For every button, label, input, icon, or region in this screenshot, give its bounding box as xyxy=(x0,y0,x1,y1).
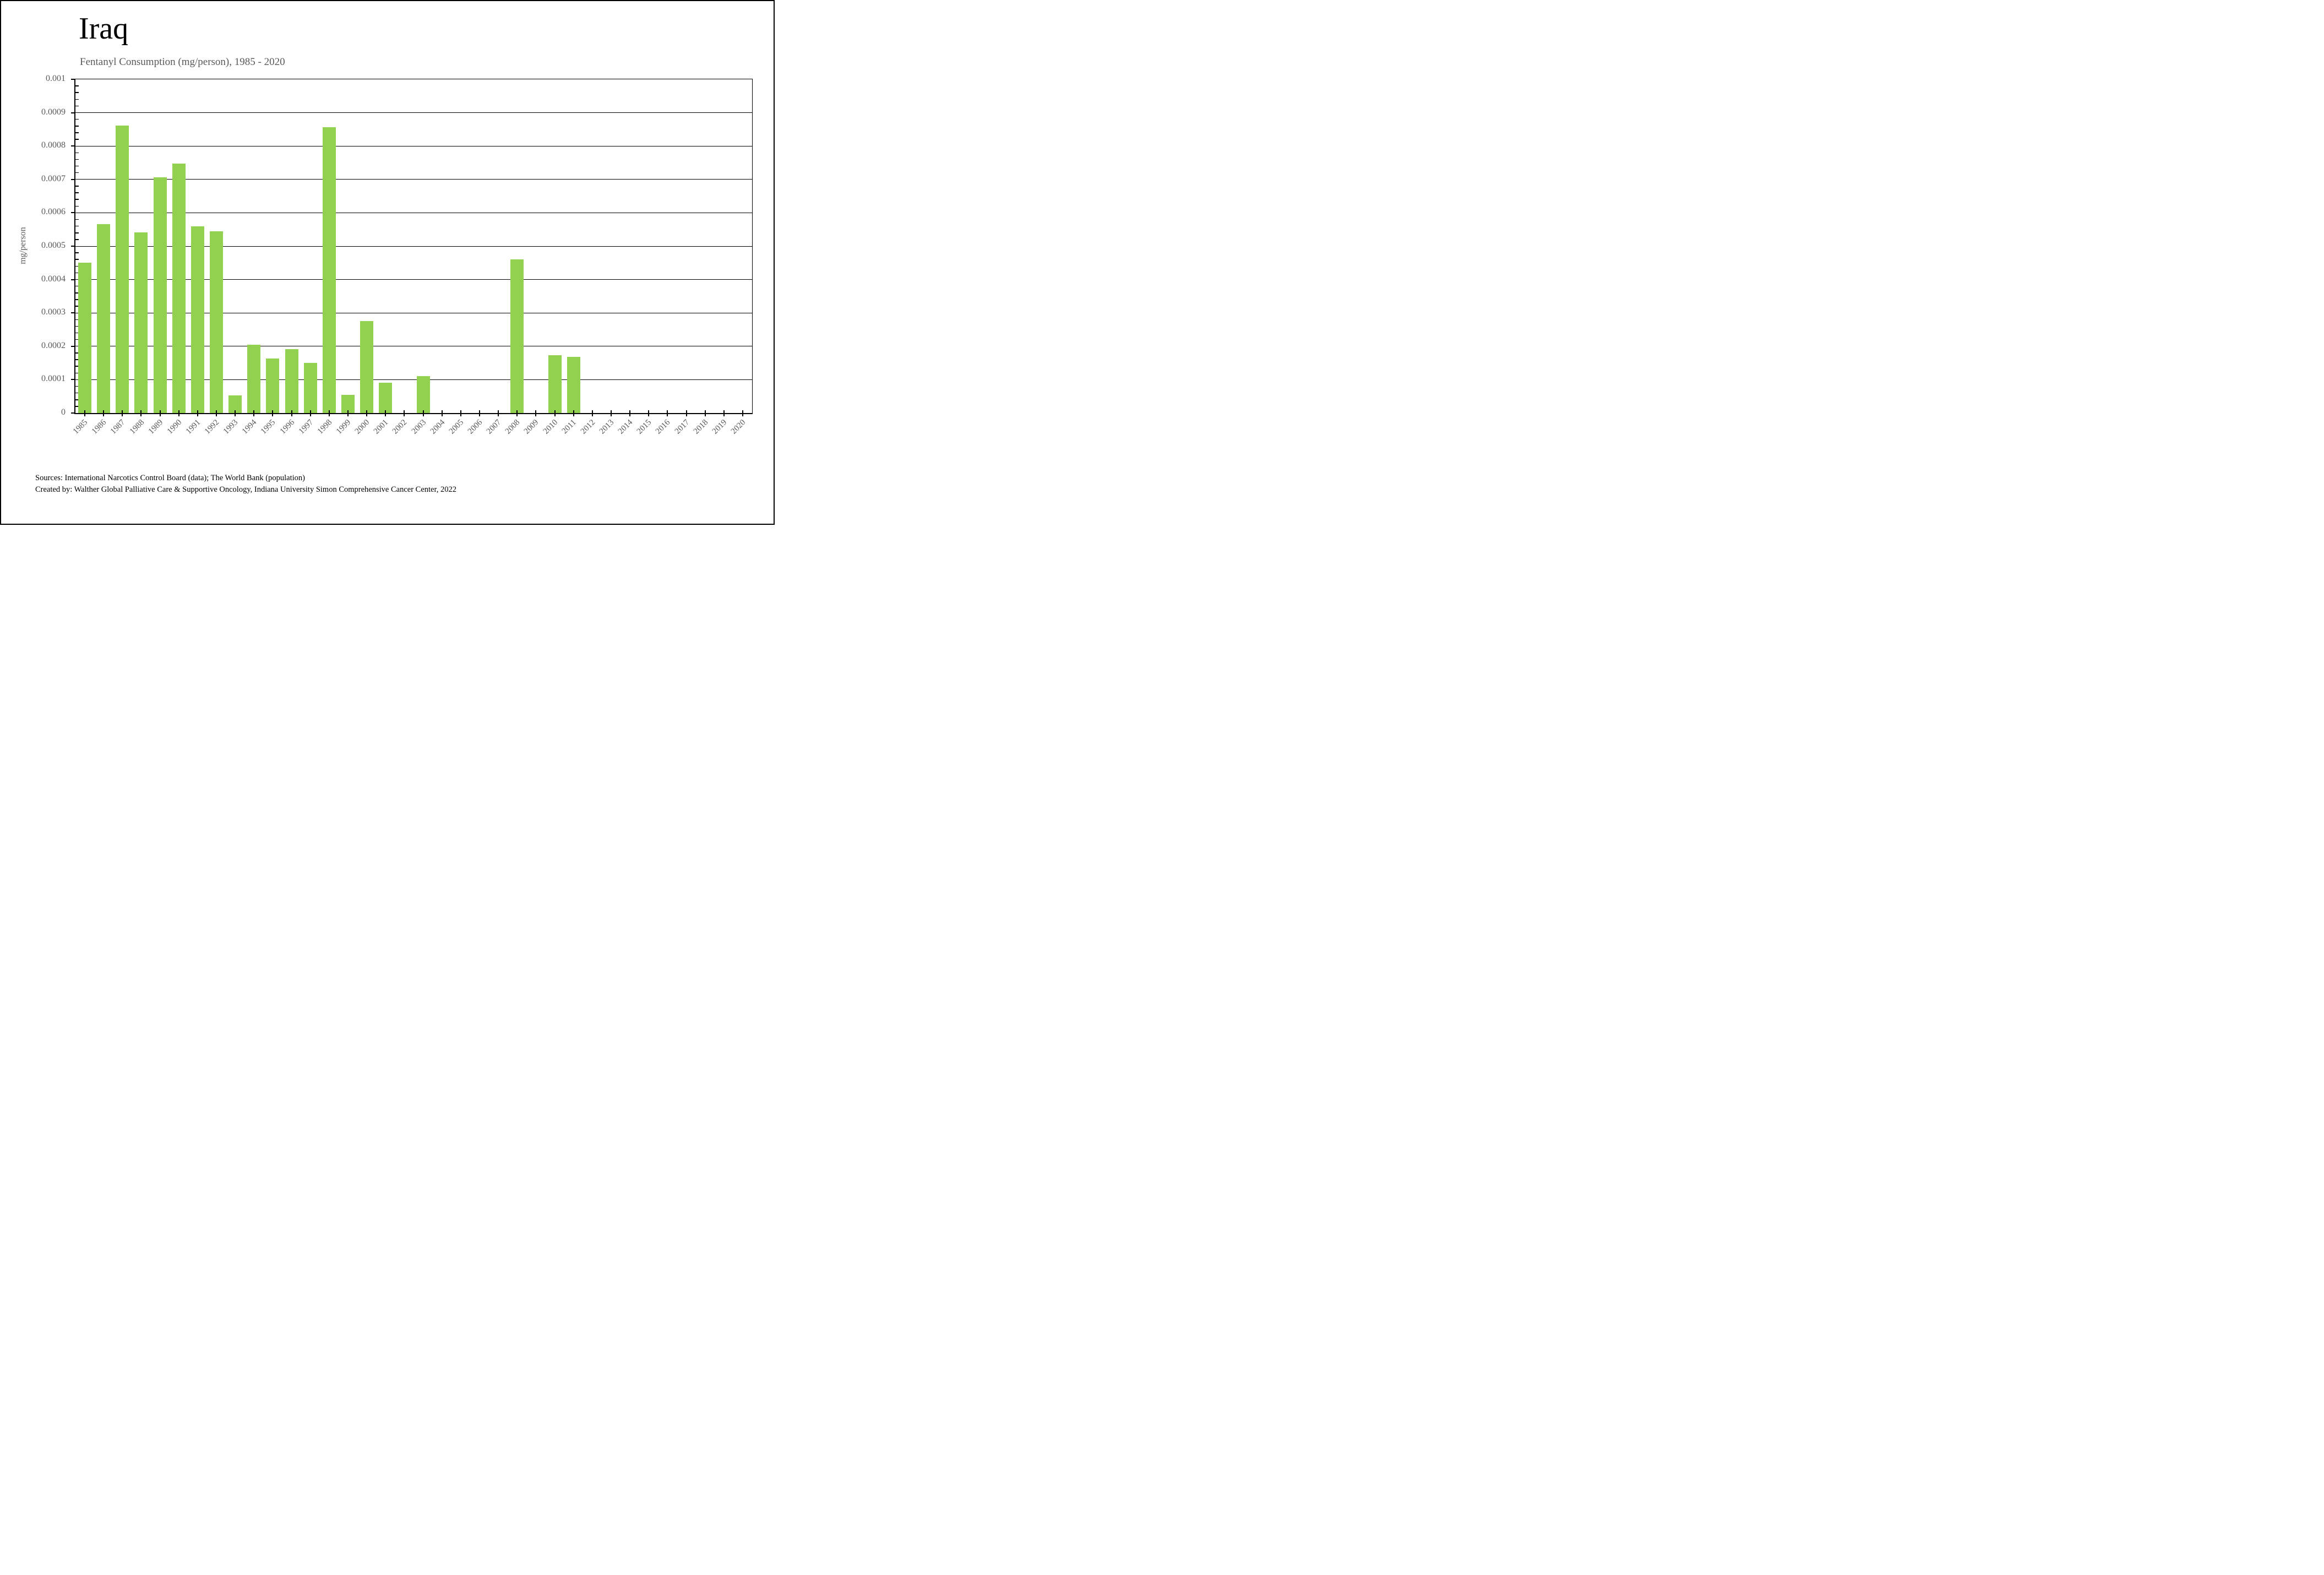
y-axis-title: mg/person xyxy=(18,227,28,264)
y-minor-tick xyxy=(75,166,79,167)
bar-1989 xyxy=(154,177,167,413)
x-tick xyxy=(573,410,574,416)
x-tick xyxy=(516,410,518,416)
bar-1998 xyxy=(323,127,336,413)
y-minor-tick xyxy=(75,139,79,140)
x-tick-label-1986: 1986 xyxy=(90,418,108,436)
bar-1988 xyxy=(134,232,148,413)
y-minor-tick xyxy=(75,232,79,233)
y-major-tick xyxy=(71,279,75,280)
x-tick-label-2010: 2010 xyxy=(541,418,559,436)
x-tick-label-1993: 1993 xyxy=(221,418,240,436)
y-minor-tick xyxy=(75,239,79,240)
page-title: Iraq xyxy=(79,12,129,46)
x-tick-label-2013: 2013 xyxy=(597,418,616,436)
x-tick xyxy=(554,410,556,416)
x-tick xyxy=(272,410,273,416)
source-line-2: Created by: Walther Global Palliative Care & Supportive Oncology, Indiana University Simon Comprehensive Cancer Center, 2022 xyxy=(35,485,456,494)
source-notes xyxy=(35,472,456,496)
x-tick xyxy=(498,410,499,416)
x-tick-label-1996: 1996 xyxy=(278,418,296,436)
x-tick xyxy=(629,410,630,416)
x-tick-label-1989: 1989 xyxy=(146,418,165,436)
x-tick-label-1995: 1995 xyxy=(259,418,277,436)
y-minor-tick xyxy=(75,219,79,220)
y-major-tick xyxy=(71,79,75,80)
y-minor-tick xyxy=(75,206,79,207)
x-tick xyxy=(310,410,311,416)
x-tick xyxy=(460,410,461,416)
x-tick xyxy=(385,410,386,416)
source-line-1: Sources: International Narcotics Control Board (data); The World Bank (population) xyxy=(35,474,305,482)
x-tick xyxy=(160,410,161,416)
y-tick-label: 0.0009 xyxy=(41,107,66,117)
x-tick-label-2009: 2009 xyxy=(523,418,541,436)
bar-2008 xyxy=(510,259,524,413)
y-tick-label: 0.0003 xyxy=(41,307,66,317)
x-tick-label-2014: 2014 xyxy=(616,418,635,436)
y-major-tick xyxy=(71,179,75,180)
y-tick-label: 0.0006 xyxy=(41,207,66,217)
x-tick-label-1999: 1999 xyxy=(334,418,353,436)
y-minor-tick xyxy=(75,192,79,193)
bar-1997 xyxy=(304,363,317,413)
plot-area xyxy=(74,79,753,414)
x-tick-label-2012: 2012 xyxy=(579,418,597,436)
x-tick-label-2006: 2006 xyxy=(466,418,485,436)
x-tick xyxy=(347,410,349,416)
y-major-tick xyxy=(71,112,75,113)
x-tick xyxy=(423,410,424,416)
x-tick-label-2000: 2000 xyxy=(353,418,372,436)
x-tick-label-1998: 1998 xyxy=(315,418,334,436)
x-tick xyxy=(122,410,123,416)
y-minor-tick xyxy=(75,252,79,253)
x-tick-label-2020: 2020 xyxy=(729,418,748,436)
y-major-tick xyxy=(71,346,75,347)
x-tick xyxy=(723,410,725,416)
chart-subtitle: Fentanyl Consumption (mg/person), 1985 - 2020 xyxy=(80,56,285,68)
x-tick xyxy=(592,410,593,416)
x-tick-label-2005: 2005 xyxy=(447,418,466,436)
x-tick-label-2001: 2001 xyxy=(372,418,390,436)
x-tick-label-2002: 2002 xyxy=(391,418,409,436)
x-tick xyxy=(329,410,330,416)
bar-1994 xyxy=(247,345,260,413)
x-tick-label-2007: 2007 xyxy=(485,418,503,436)
bar-2003 xyxy=(417,376,430,413)
y-major-tick xyxy=(71,379,75,380)
y-major-tick xyxy=(71,145,75,146)
y-minor-tick xyxy=(75,226,79,227)
y-minor-tick xyxy=(75,199,79,200)
bar-1990 xyxy=(172,164,186,413)
x-tick-label-2018: 2018 xyxy=(692,418,710,436)
bar-1991 xyxy=(191,226,204,413)
y-minor-tick xyxy=(75,119,79,120)
x-tick xyxy=(140,410,141,416)
x-tick xyxy=(442,410,443,416)
x-tick xyxy=(84,410,85,416)
y-tick-label: 0.0008 xyxy=(41,140,66,150)
y-minor-tick xyxy=(75,172,79,173)
x-tick-label-1997: 1997 xyxy=(297,418,315,436)
y-minor-tick xyxy=(75,106,79,107)
x-tick-label-1990: 1990 xyxy=(165,418,184,436)
x-tick xyxy=(479,410,480,416)
bar-2001 xyxy=(379,383,392,413)
x-tick xyxy=(648,410,649,416)
bar-1996 xyxy=(285,349,298,413)
bar-2011 xyxy=(567,357,580,413)
x-tick-label-2017: 2017 xyxy=(673,418,691,436)
x-tick xyxy=(404,410,405,416)
y-major-tick xyxy=(71,212,75,213)
x-tick xyxy=(705,410,706,416)
y-minor-tick xyxy=(75,186,79,187)
x-tick-label-2011: 2011 xyxy=(560,418,579,436)
y-tick-label: 0 xyxy=(61,408,66,417)
x-tick-label-2003: 2003 xyxy=(410,418,428,436)
x-tick xyxy=(535,410,536,416)
x-tick xyxy=(611,410,612,416)
x-tick xyxy=(216,410,217,416)
bar-1986 xyxy=(97,224,110,413)
y-minor-tick xyxy=(75,99,79,100)
x-tick-label-1987: 1987 xyxy=(109,418,127,436)
y-minor-tick xyxy=(75,126,79,127)
bar-1992 xyxy=(210,231,223,413)
y-minor-tick xyxy=(75,132,79,133)
x-tick-label-2004: 2004 xyxy=(428,418,447,436)
x-tick-label-1992: 1992 xyxy=(203,418,221,436)
y-tick-label: 0.0002 xyxy=(41,340,66,350)
y-tick-label: 0.0005 xyxy=(41,241,66,250)
x-tick-label-2008: 2008 xyxy=(504,418,522,436)
x-tick xyxy=(235,410,236,416)
x-tick xyxy=(103,410,104,416)
x-tick xyxy=(291,410,292,416)
y-gridline xyxy=(75,112,752,113)
x-tick xyxy=(667,410,668,416)
x-tick xyxy=(197,410,198,416)
y-minor-tick xyxy=(75,85,79,86)
bar-2000 xyxy=(360,321,373,413)
x-tick-label-2015: 2015 xyxy=(635,418,654,436)
x-tick xyxy=(686,410,687,416)
x-tick-label-1985: 1985 xyxy=(71,418,90,436)
y-tick-label: 0.001 xyxy=(46,74,66,83)
x-tick-label-2016: 2016 xyxy=(654,418,672,436)
y-tick-label: 0.0007 xyxy=(41,173,66,183)
y-minor-tick xyxy=(75,159,79,160)
x-tick-label-1991: 1991 xyxy=(184,418,203,436)
y-major-tick xyxy=(71,246,75,247)
x-tick xyxy=(742,410,743,416)
y-major-tick xyxy=(71,312,75,313)
x-tick xyxy=(253,410,254,416)
y-minor-tick xyxy=(75,259,79,260)
bar-2010 xyxy=(548,355,562,413)
x-tick-label-1988: 1988 xyxy=(128,418,146,436)
x-tick xyxy=(366,410,367,416)
bar-1985 xyxy=(78,263,91,413)
y-tick-label: 0.0001 xyxy=(41,374,66,384)
bar-1995 xyxy=(266,359,279,413)
bar-1987 xyxy=(116,126,129,413)
x-tick-label-2019: 2019 xyxy=(710,418,729,436)
y-tick-label: 0.0004 xyxy=(41,274,66,284)
y-major-tick xyxy=(71,412,75,414)
x-tick-label-1994: 1994 xyxy=(241,418,259,436)
y-minor-tick xyxy=(75,153,79,154)
chart-page xyxy=(0,0,775,525)
y-minor-tick xyxy=(75,92,79,93)
x-tick xyxy=(178,410,179,416)
